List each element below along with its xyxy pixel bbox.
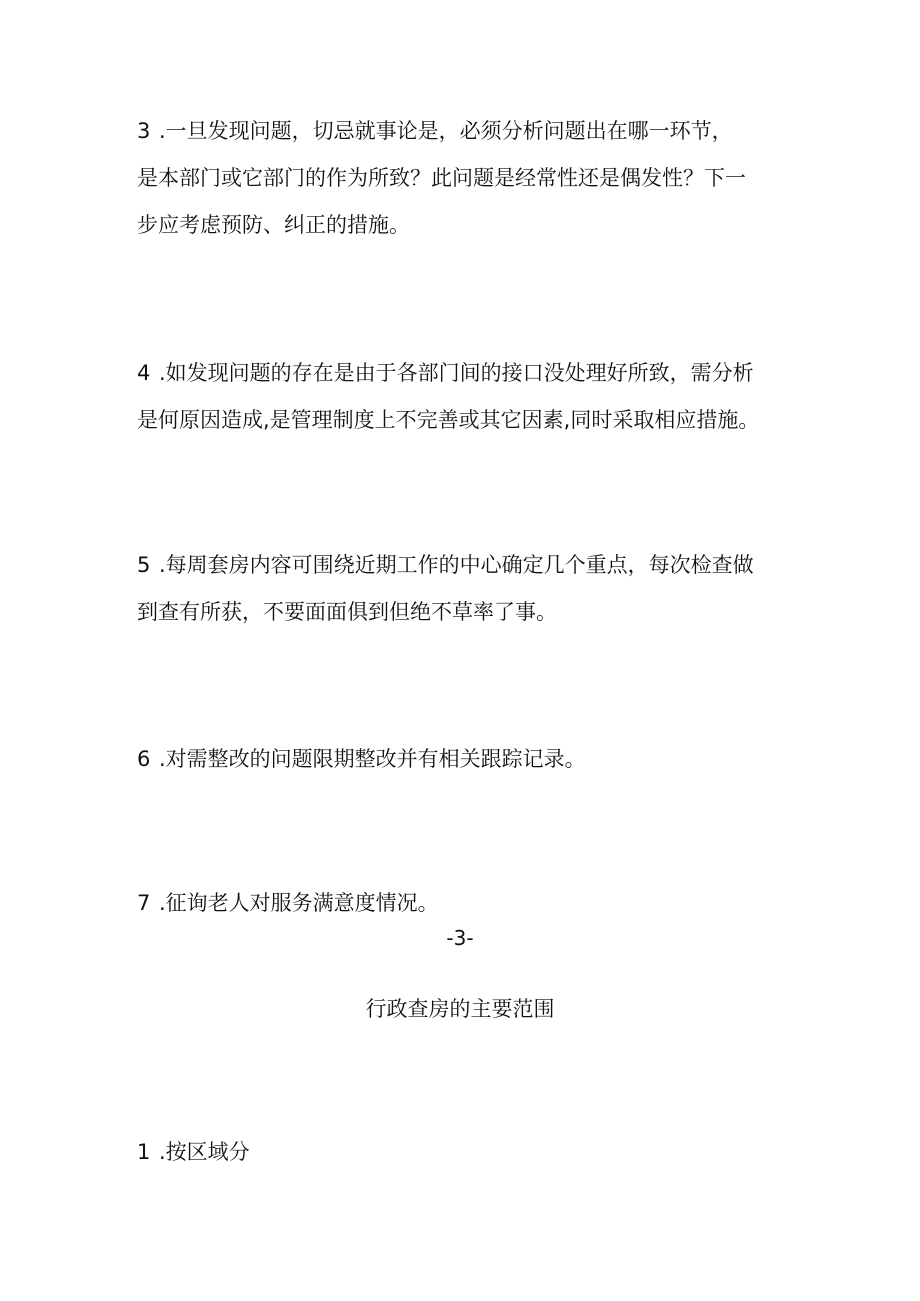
paragraph-text: .对需整改的问题限期整改并有相关跟踪记录。: [159, 747, 586, 771]
item-number: 1: [137, 1140, 151, 1164]
item-number: 3: [137, 119, 151, 143]
paragraph-line: 步应考虑预防、纠正的措施。: [137, 213, 410, 237]
paragraph-line: [137, 542, 787, 589]
paragraph-line: 到查有所获，不要面面俱到但绝不草率了事。: [137, 600, 557, 624]
paragraph-text: .征询老人对服务满意度情况。: [159, 891, 439, 915]
section-title: 行政查房的主要范围: [365, 997, 555, 1021]
paragraph-line: [137, 108, 787, 155]
paragraph-line: 是何原因造成,是管理制度上不完善或其它因素,同时采取相应措施。: [137, 408, 760, 432]
item-number: 4: [137, 361, 151, 385]
paragraph-7: [137, 880, 787, 927]
paragraph-line: 是本部门或它部门的作为所致？此问题是经常性还是偶发性？下一: [137, 166, 746, 190]
item-number: 5: [137, 553, 151, 577]
page-number: -3-: [446, 926, 474, 950]
paragraph-line: [137, 880, 787, 927]
paragraph-3: [137, 108, 787, 249]
paragraph-4: [137, 350, 787, 444]
paragraph-line: [137, 350, 787, 397]
item-number: 6: [137, 747, 151, 771]
list-item-1: [137, 1129, 787, 1176]
paragraph-text: .按区域分: [159, 1140, 250, 1164]
paragraph-text: .一旦发现问题，切忌就事论是，必须分析问题出在哪一环节，: [159, 119, 733, 143]
paragraph-text: .如发现问题的存在是由于各部门间的接口没处理好所致，需分析: [159, 361, 754, 385]
paragraph-line: [137, 736, 787, 783]
paragraph-6: [137, 736, 787, 783]
item-number: 7: [137, 891, 151, 915]
paragraph-text: .每周套房内容可围绕近期工作的中心确定几个重点，每次检查做: [159, 553, 754, 577]
paragraph-line: [137, 1129, 787, 1176]
paragraph-5: [137, 542, 787, 636]
